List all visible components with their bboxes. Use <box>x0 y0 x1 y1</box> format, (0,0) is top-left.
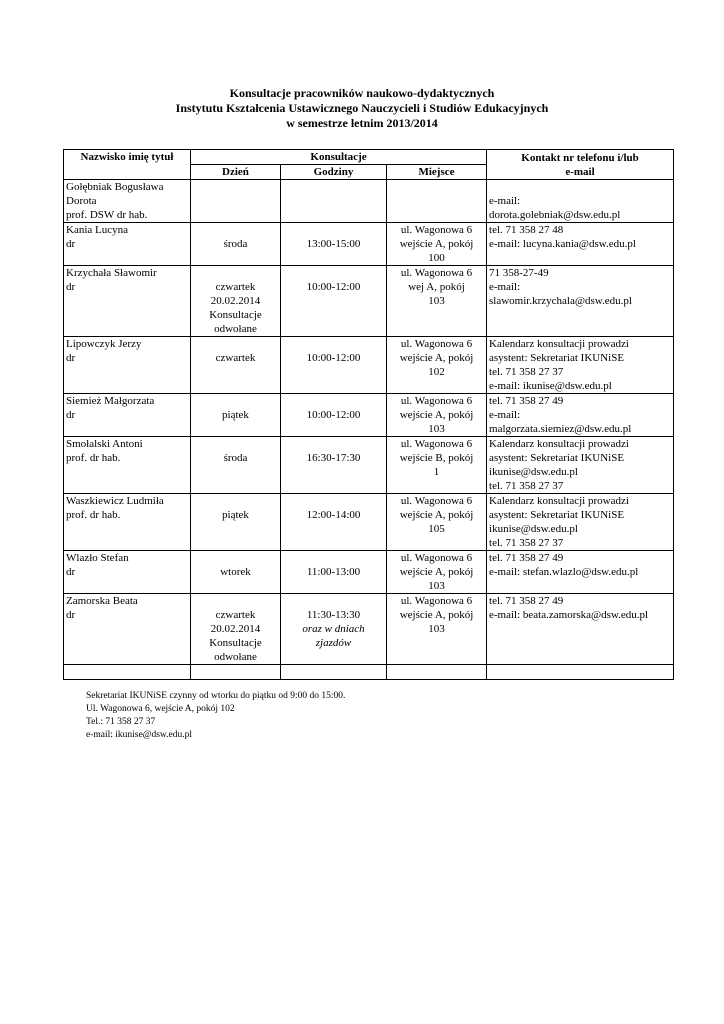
cell-contact-line: tel. 71 358 27 37 <box>489 537 564 549</box>
cell-hours-note-line: zjazdów <box>315 637 352 649</box>
title-line-3: w semestrze letnim 2013/2014 <box>286 116 438 130</box>
title-line-2: Instytutu Kształcenia Ustawicznego Nauczycieli i Studiów Edukacyjnych <box>175 101 549 115</box>
cell-place <box>387 394 487 437</box>
cell-place-line: ul. Wagonowa 6 <box>400 495 473 507</box>
cell-contact-line: ikunise@dsw.edu.pl <box>489 523 578 535</box>
cell-contact-line: dorota.golebniak@dsw.edu.pl <box>489 209 621 221</box>
cell-hours-line <box>283 266 384 280</box>
cell-contact <box>487 180 674 223</box>
cell-empty <box>281 665 387 680</box>
cell-day <box>191 551 281 594</box>
cell-contact-line: ikunise@dsw.edu.pl <box>489 466 578 478</box>
cell-name <box>64 437 191 494</box>
cell-contact-line: 71 358-27-49 <box>489 267 549 279</box>
table-row <box>64 437 674 494</box>
cell-place-line: wejście A, pokój <box>399 352 474 364</box>
cell-empty <box>487 665 674 680</box>
cell-day-line: czwartek <box>215 609 256 621</box>
cell-day-line <box>193 337 278 351</box>
document-title <box>0 86 724 131</box>
cell-place-line: 103 <box>428 623 445 635</box>
cell-place-line: wejście B, pokój <box>399 452 474 464</box>
cell-hours-line: 11:00-13:00 <box>306 566 361 578</box>
cell-contact-line: e-mail: beata.zamorska@dsw.edu.pl <box>489 609 649 621</box>
header-place: Miejsce <box>387 165 487 180</box>
cell-place-line: wejście A, pokój <box>399 609 474 621</box>
cell-hours <box>281 437 387 494</box>
cell-contact-line: asystent: Sekretariat IKUNiSE <box>489 509 625 521</box>
cell-contact-line: asystent: Sekretariat IKUNiSE <box>489 352 625 364</box>
cell-place-line: 1 <box>433 466 440 478</box>
table-body <box>64 180 674 680</box>
header-consultations: Konsultacje <box>191 150 487 165</box>
cell-name <box>64 551 191 594</box>
footer-note <box>86 690 646 742</box>
cell-place-line: wejście A, pokój <box>399 509 474 521</box>
cell-day-line: Konsultacje <box>209 309 262 321</box>
cell-name-line: Siemież Małgorzata <box>66 395 155 407</box>
cell-day-line: piątek <box>222 409 249 421</box>
title-line-1: Konsultacje pracowników naukowo-dydaktycznych <box>229 86 495 100</box>
cell-place <box>387 437 487 494</box>
cell-hours <box>281 266 387 337</box>
cell-place-line: 102 <box>428 366 445 378</box>
cell-day <box>191 394 281 437</box>
cell-place <box>387 337 487 394</box>
cell-day-line <box>193 437 278 451</box>
cell-day-line <box>193 223 278 237</box>
cell-hours-line <box>283 437 384 451</box>
cell-place-line: wej A, pokój <box>408 281 465 293</box>
cell-day-line: środa <box>223 452 248 464</box>
cell-contact-line: Kalendarz konsultacji prowadzi <box>489 438 629 450</box>
cell-contact-line: tel. 71 358 27 49 <box>489 595 564 607</box>
cell-day-line: piątek <box>222 509 249 521</box>
cell-day-line <box>193 594 278 608</box>
cell-place-line: ul. Wagonowa 6 <box>400 595 473 607</box>
cell-place-line: ul. Wagonowa 6 <box>400 552 473 564</box>
cell-day-line <box>193 394 278 408</box>
cell-hours-line: 11:30-13:30 <box>306 609 361 621</box>
cell-day-line: wtorek <box>220 566 251 578</box>
cell-name <box>64 223 191 266</box>
table-row <box>64 180 674 223</box>
cell-contact-line: e-mail: <box>489 409 521 421</box>
cell-contact-line: e-mail: <box>489 281 521 293</box>
table-row <box>64 494 674 551</box>
cell-hours-line <box>283 337 384 351</box>
cell-contact-line: tel. 71 358 27 37 <box>489 480 564 492</box>
cell-name-line: Waszkiewicz Ludmiła <box>66 495 164 507</box>
cell-contact-line: e-mail: stefan.wlazlo@dsw.edu.pl <box>489 566 639 578</box>
table-row <box>64 266 674 337</box>
table-row-empty <box>64 665 674 680</box>
cell-name-line: dr <box>66 238 76 250</box>
cell-name-line: prof. dr hab. <box>66 509 121 521</box>
cell-name-line: prof. dr hab. <box>66 452 121 464</box>
footer-line-4: e-mail: ikunise@dsw.edu.pl <box>86 730 193 740</box>
cell-hours <box>281 337 387 394</box>
cell-contact-line: tel. 71 358 27 37 <box>489 366 564 378</box>
cell-day <box>191 266 281 337</box>
cell-day-line: Konsultacje <box>209 637 262 649</box>
cell-contact <box>487 551 674 594</box>
cell-hours-line: 10:00-12:00 <box>306 352 361 364</box>
cell-contact-line: e-mail: ikunise@dsw.edu.pl <box>489 380 612 392</box>
cell-day <box>191 594 281 665</box>
table-row <box>64 551 674 594</box>
cell-contact <box>487 394 674 437</box>
cell-place-line: ul. Wagonowa 6 <box>400 224 473 236</box>
cell-day-line: odwołane <box>214 651 257 663</box>
cell-name-line: dr <box>66 281 76 293</box>
cell-hours <box>281 180 387 223</box>
footer-line-2: Ul. Wagonowa 6, wejście A, pokój 102 <box>86 704 235 714</box>
cell-contact-line: Kalendarz konsultacji prowadzi <box>489 495 629 507</box>
cell-hours-line <box>283 551 384 565</box>
cell-hours-line <box>283 394 384 408</box>
cell-contact-line: Kalendarz konsultacji prowadzi <box>489 338 629 350</box>
cell-day-line: środa <box>223 238 248 250</box>
cell-contact-line: tel. 71 358 27 48 <box>489 224 564 236</box>
cell-day <box>191 494 281 551</box>
cell-place <box>387 266 487 337</box>
cell-contact-line: e-mail: lucyna.kania@dsw.edu.pl <box>489 238 636 250</box>
cell-name <box>64 394 191 437</box>
cell-place-line: 105 <box>428 523 445 535</box>
cell-place <box>387 494 487 551</box>
cell-hours-line: 10:00-12:00 <box>306 281 361 293</box>
cell-name-line: Zamorska Beata <box>66 595 138 607</box>
cell-hours-line: 16:30-17:30 <box>306 452 361 464</box>
cell-hours <box>281 594 387 665</box>
cell-contact <box>487 223 674 266</box>
cell-contact <box>487 494 674 551</box>
cell-name-line: Wlazło Stefan <box>66 552 129 564</box>
cell-place-line: 100 <box>428 252 445 264</box>
cell-name-line: dr <box>66 352 76 364</box>
table-row <box>64 394 674 437</box>
cell-contact-line <box>489 180 671 194</box>
header-name: Nazwisko imię tytuł <box>64 150 191 180</box>
cell-name-line: Krzychała Sławomir <box>66 267 157 279</box>
table-row <box>64 223 674 266</box>
cell-contact-line: asystent: Sekretariat IKUNiSE <box>489 452 625 464</box>
cell-name-line: Kania Lucyna <box>66 224 128 236</box>
cell-name-line: Lipowczyk Jerzy <box>66 338 142 350</box>
cell-place-line: 103 <box>428 423 445 435</box>
cell-name-line: Smołalski Antoni <box>66 438 143 450</box>
cell-place <box>387 223 487 266</box>
footer-line-1: Sekretariat IKUNiSE czynny od wtorku do piątku od 9:00 do 15:00. <box>86 691 346 701</box>
cell-day <box>191 337 281 394</box>
header-contact-line-1: Kontakt nr telefonu i/lub <box>521 151 639 164</box>
cell-name <box>64 180 191 223</box>
cell-day-line: czwartek <box>215 352 256 364</box>
cell-hours-line: 10:00-12:00 <box>306 409 361 421</box>
cell-name <box>64 494 191 551</box>
cell-place-line: ul. Wagonowa 6 <box>400 438 473 450</box>
cell-place-line: ul. Wagonowa 6 <box>400 267 473 279</box>
cell-day-line: 20.02.2014 <box>210 295 261 307</box>
cell-hours-line <box>283 223 384 237</box>
cell-hours <box>281 394 387 437</box>
cell-name-line: Dorota <box>66 195 97 207</box>
cell-name-line: dr <box>66 609 76 621</box>
cell-hours <box>281 551 387 594</box>
cell-name-line: Gołębniak Bogusława <box>66 181 164 193</box>
cell-hours-line <box>283 594 384 608</box>
cell-contact-line: slawomir.krzychala@dsw.edu.pl <box>489 295 632 307</box>
cell-day <box>191 223 281 266</box>
cell-day-line: 20.02.2014 <box>210 623 261 635</box>
cell-empty <box>387 665 487 680</box>
cell-name <box>64 594 191 665</box>
cell-name <box>64 337 191 394</box>
cell-place-line: wejście A, pokój <box>399 566 474 578</box>
cell-contact-line: malgorzata.siemiez@dsw.edu.pl <box>489 423 632 435</box>
cell-name-line: prof. DSW dr hab. <box>66 209 148 221</box>
cell-hours-line <box>283 494 384 508</box>
header-contact-line-2: e-mail <box>565 165 595 178</box>
cell-place-line: ul. Wagonowa 6 <box>400 338 473 350</box>
cell-day-line: odwołane <box>214 323 257 335</box>
cell-place <box>387 594 487 665</box>
cell-empty <box>64 665 191 680</box>
cell-contact-line: tel. 71 358 27 49 <box>489 552 564 564</box>
cell-hours <box>281 494 387 551</box>
cell-name-line: dr <box>66 409 76 421</box>
cell-empty <box>191 665 281 680</box>
cell-hours <box>281 223 387 266</box>
cell-hours-note-line: oraz w dniach <box>302 623 365 635</box>
cell-place-line: 103 <box>428 295 445 307</box>
cell-day <box>191 437 281 494</box>
cell-contact <box>487 594 674 665</box>
cell-hours-line: 12:00-14:00 <box>306 509 361 521</box>
cell-place-line: ul. Wagonowa 6 <box>400 395 473 407</box>
table-row <box>64 594 674 665</box>
cell-place-line: 103 <box>428 580 445 592</box>
consultation-table <box>63 149 674 680</box>
cell-place-line: wejście A, pokój <box>399 238 474 250</box>
cell-contact <box>487 266 674 337</box>
cell-place <box>387 551 487 594</box>
table-header-row-1 <box>64 150 674 165</box>
cell-contact-line: tel. 71 358 27 49 <box>489 395 564 407</box>
cell-name-line: dr <box>66 566 76 578</box>
cell-day <box>191 180 281 223</box>
cell-contact <box>487 337 674 394</box>
cell-day-line <box>193 551 278 565</box>
cell-name <box>64 266 191 337</box>
footer-line-3: Tel.: 71 358 27 37 <box>86 717 156 727</box>
header-contact <box>487 150 674 180</box>
header-day: Dzień <box>191 165 281 180</box>
header-hours: Godziny <box>281 165 387 180</box>
cell-day-line <box>193 266 278 280</box>
cell-day-line: czwartek <box>215 281 256 293</box>
cell-contact-line: e-mail: <box>489 195 521 207</box>
cell-contact <box>487 437 674 494</box>
cell-place-line: wejście A, pokój <box>399 409 474 421</box>
cell-hours-line: 13:00-15:00 <box>306 238 361 250</box>
table-row <box>64 337 674 394</box>
cell-day-line <box>193 494 278 508</box>
cell-place <box>387 180 487 223</box>
